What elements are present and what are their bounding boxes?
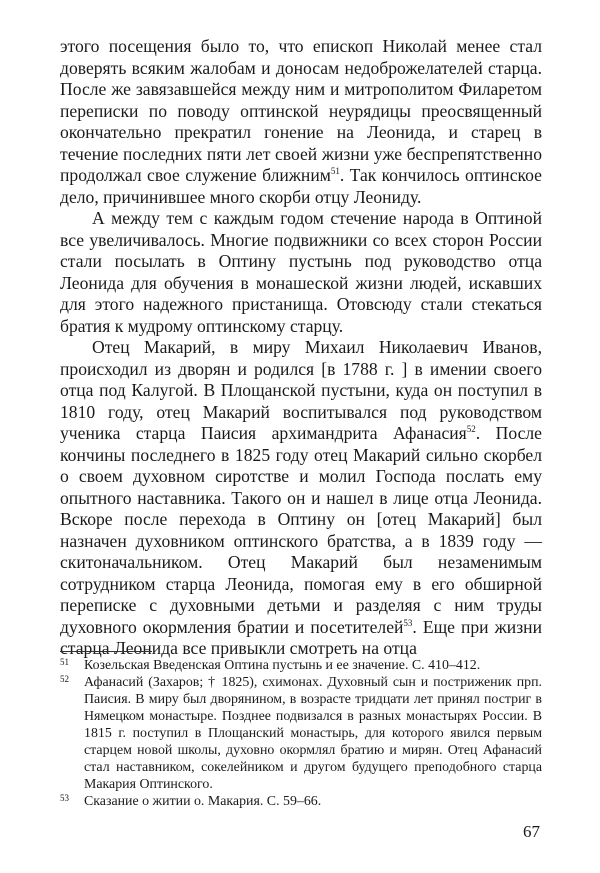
footnote-ref-51[interactable]: 51 [330, 166, 340, 177]
footnote-text: Сказание о житии о. Макария. С. 59–66. [84, 794, 322, 809]
footnote-53 [60, 793, 542, 810]
footnote-51 [60, 657, 542, 674]
footnote-text: Козельская Введенская Оптина пустынь и ее значение. С. 410–412. [84, 658, 481, 673]
paragraph-1: этого посещения было то, что епископ Николай менее стал доверять всяким жалобам и доносам недоброжелателей старца. После же завязавшейся между ним и митрополитом Филаретом переписки по поводу оптинской неурядицы преосвященный окончательно прекратил гонение на Леонида, и старец в течение последних пяти лет своей жизни уже беспрепятственно продолжал свое служение ближним$^{51}$. Так кончилось оптинское дело, причинившее много скорби отцу Леониду. [60, 36, 542, 207]
footnote-number: 51 [60, 657, 69, 667]
footnote-ref-52[interactable]: 52 [466, 424, 476, 435]
paragraph-3: Отец Макарий, в миру Михаил Николаевич Иванов, происходил из дворян и родился [в 1788 г. ] в имении своего отца под Калугой. В Площанской пустыни, куда он поступил в 1810 году, отец Макарий воспитывался под руководством ученика старца Паисия архимандрита Афанасия$^{52}$. После кончины последнего в 1825 году отец Макарий сильно скорбел о своем духовном сиротстве и молил Господа послать ему опытного наставника. Такого он и нашел в лице отца Леонида. Вскоре после перехода в Оптину он [отец Макарий] был назначен духовником оптинского братства, а в 1839 году — скитоначальником. Отец Макарий был незаменимым сотрудником старца Леонида, помогая ему в его обширной переписке с духовными детьми и разделяя с ним труды духовного окормления братии и посетителей$^{53}$. Еще при жизни старца Леонида все привыкли смотреть на отца [60, 337, 542, 658]
footnote-ref-53[interactable]: 53 [403, 617, 413, 628]
page-content [60, 36, 542, 660]
footnote-number: 53 [60, 793, 69, 803]
main-text [60, 36, 542, 660]
footnote-number: 52 [60, 674, 69, 684]
footnote-text: Афанасий (Захаров; † 1825), схимонах. Духовный сын и постриженик прп. Паисия. В миру был дворянином, в возрасте тридцати лет принял постриг в Нямецком монастыре. Позднее подвизался в разных монастырях России. В 1815 г. поступил в Площанский монастырь, для которого явился первым старцем новой школы, духовно окормлял братию и мирян. Отец Афанасий стал наставником, сокелейником и другом будущего преподобного старца Макария Оптинского. [84, 675, 542, 792]
footnote-divider [60, 651, 152, 652]
paragraph-2: А между тем с каждым годом стечение народа в Оптиной все увеличивалось. Многие подвижники со всех сторон России стали посылать в Оптину пустынь под руководство отца Леонида для обучения в монашеской жизни людей, искавших для этого надежного пристанища. Отовсюду стали стекаться братия к мудрому оптинскому старцу. [60, 208, 542, 336]
footnotes [60, 657, 542, 810]
footnote-52 [60, 674, 542, 793]
page-number: 67 [523, 822, 540, 841]
